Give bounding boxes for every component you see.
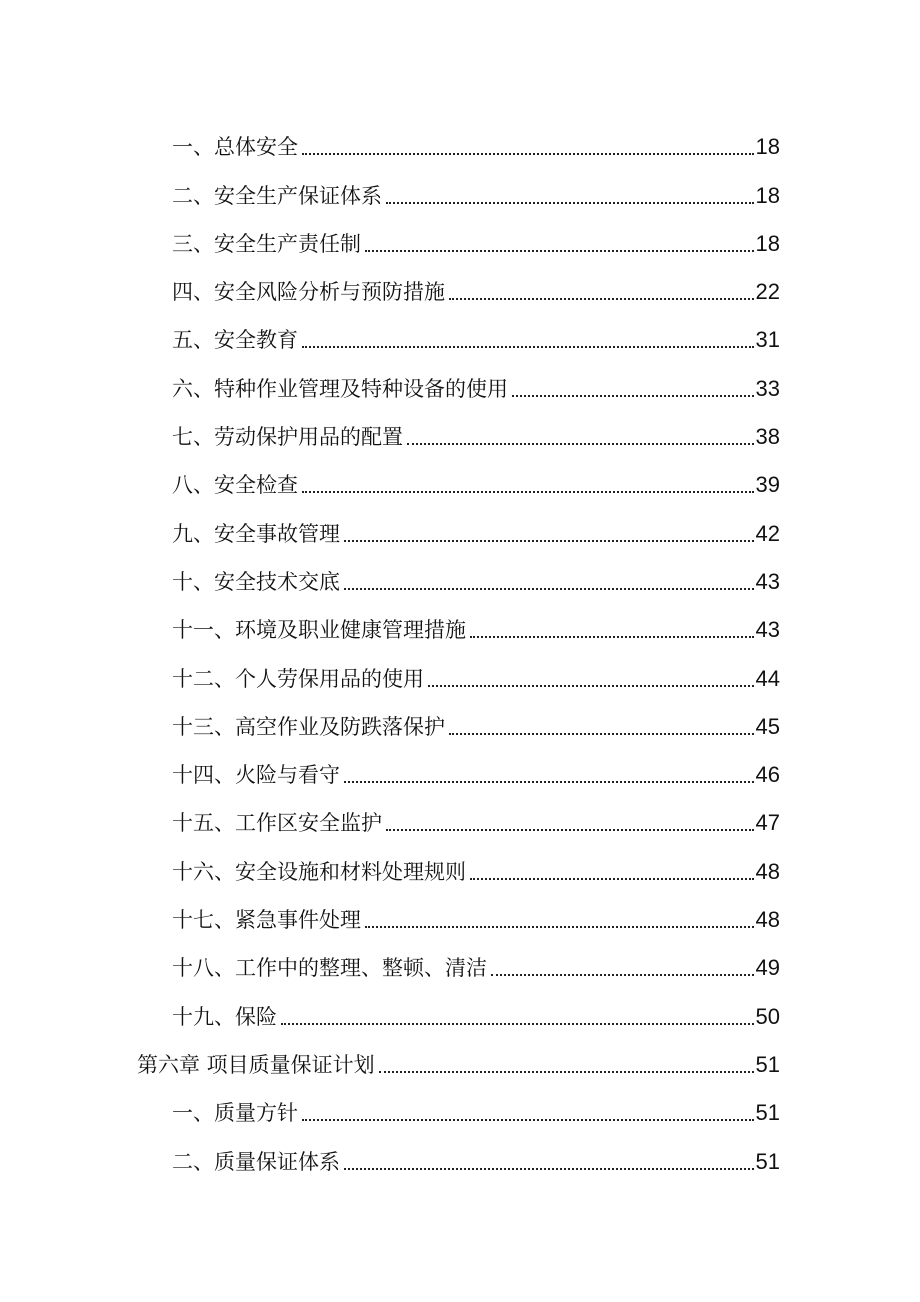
table-of-contents [0, 113, 920, 1176]
toc-dot-leader [449, 732, 754, 735]
toc-entry[interactable] [0, 1127, 920, 1175]
toc-entry[interactable] [0, 210, 920, 258]
toc-page-number: 38 [755, 424, 780, 450]
toc-dot-leader [302, 490, 754, 493]
toc-entry[interactable] [0, 161, 920, 209]
toc-page-number: 22 [755, 279, 780, 305]
toc-page-number: 18 [755, 134, 780, 160]
toc-entry-title: 十四、火险与看守 [172, 763, 340, 788]
toc-entry-title: 九、安全事故管理 [172, 521, 340, 546]
toc-entry[interactable] [0, 741, 920, 789]
toc-entry-title: 十二、个人劳保用品的使用 [172, 666, 424, 691]
toc-page-number: 44 [755, 665, 780, 691]
toc-entry[interactable] [0, 693, 920, 741]
toc-dot-leader [365, 925, 754, 928]
toc-page-number: 43 [755, 568, 780, 594]
toc-dot-leader [302, 1118, 754, 1121]
toc-page-number: 51 [755, 1148, 780, 1174]
toc-entry-title: 十八、工作中的整理、整顿、清洁 [172, 956, 487, 981]
toc-dot-leader [344, 1167, 754, 1170]
toc-dot-leader [379, 1070, 754, 1073]
toc-entry-title: 五、安全教育 [172, 328, 298, 353]
toc-entry[interactable] [0, 258, 920, 306]
toc-page-number: 18 [755, 182, 780, 208]
toc-entry[interactable] [0, 451, 920, 499]
toc-entry-title: 十三、高空作业及防跌落保护 [172, 714, 445, 739]
toc-dot-leader [365, 249, 754, 252]
toc-entry[interactable] [0, 548, 920, 596]
toc-entry[interactable] [0, 403, 920, 451]
toc-entry[interactable] [0, 596, 920, 644]
toc-page-number: 18 [755, 230, 780, 256]
toc-entry-title: 二、安全生产保证体系 [172, 183, 382, 208]
toc-entry-title: 十六、安全设施和材料处理规则 [172, 859, 466, 884]
toc-dot-leader [470, 635, 754, 638]
toc-entry[interactable] [0, 1079, 920, 1127]
toc-entry[interactable] [0, 934, 920, 982]
toc-entry-title: 第六章 项目质量保证计划 [137, 1052, 375, 1077]
toc-dot-leader [386, 828, 754, 831]
toc-entry-title: 八、安全检查 [172, 473, 298, 498]
toc-entry-title: 十七、紧急事件处理 [172, 908, 361, 933]
toc-chapter-entry[interactable] [0, 1031, 920, 1079]
toc-entry-title: 一、质量方针 [172, 1101, 298, 1126]
toc-entry[interactable] [0, 837, 920, 885]
toc-entry-title: 十、安全技术交底 [172, 569, 340, 594]
toc-page-number: 47 [755, 810, 780, 836]
toc-entry-title: 七、劳动保护用品的配置 [172, 425, 403, 450]
toc-page-number: 42 [755, 520, 780, 546]
toc-dot-leader [344, 539, 754, 542]
toc-page-number: 50 [755, 1003, 780, 1029]
toc-entry[interactable] [0, 306, 920, 354]
toc-dot-leader [428, 684, 754, 687]
toc-entry[interactable] [0, 644, 920, 692]
toc-dot-leader [281, 1022, 754, 1025]
toc-page-number: 51 [755, 1051, 780, 1077]
toc-entry[interactable] [0, 789, 920, 837]
toc-page-number: 49 [755, 955, 780, 981]
toc-dot-leader [344, 780, 754, 783]
toc-entry-title: 四、安全风险分析与预防措施 [172, 280, 445, 305]
toc-page-number: 31 [755, 327, 780, 353]
toc-dot-leader [407, 442, 754, 445]
toc-entry-title: 十九、保险 [172, 1004, 277, 1029]
toc-entry[interactable] [0, 354, 920, 402]
toc-page-number: 43 [755, 617, 780, 643]
toc-dot-leader [302, 345, 754, 348]
toc-page-number: 51 [755, 1100, 780, 1126]
toc-entry-title: 十一、环境及职业健康管理措施 [172, 618, 466, 643]
toc-entry[interactable] [0, 113, 920, 161]
toc-entry-title: 六、特种作业管理及特种设备的使用 [172, 376, 508, 401]
toc-page-number: 33 [755, 375, 780, 401]
toc-entry[interactable] [0, 499, 920, 547]
toc-dot-leader [470, 877, 754, 880]
toc-entry-title: 十五、工作区安全监护 [172, 811, 382, 836]
toc-dot-leader [512, 394, 754, 397]
toc-dot-leader [344, 587, 754, 590]
toc-entry[interactable] [0, 982, 920, 1030]
toc-page-number: 48 [755, 858, 780, 884]
toc-entry-title: 一、总体安全 [172, 135, 298, 160]
toc-page-number: 48 [755, 907, 780, 933]
toc-page-number: 39 [755, 472, 780, 498]
toc-entry[interactable] [0, 886, 920, 934]
toc-entry-title: 三、安全生产责任制 [172, 231, 361, 256]
toc-dot-leader [386, 201, 754, 204]
toc-dot-leader [449, 297, 754, 300]
toc-page-number: 45 [755, 713, 780, 739]
toc-dot-leader [302, 152, 754, 155]
toc-dot-leader [491, 973, 754, 976]
toc-entry-title: 二、质量保证体系 [172, 1149, 340, 1174]
toc-page-number: 46 [755, 762, 780, 788]
